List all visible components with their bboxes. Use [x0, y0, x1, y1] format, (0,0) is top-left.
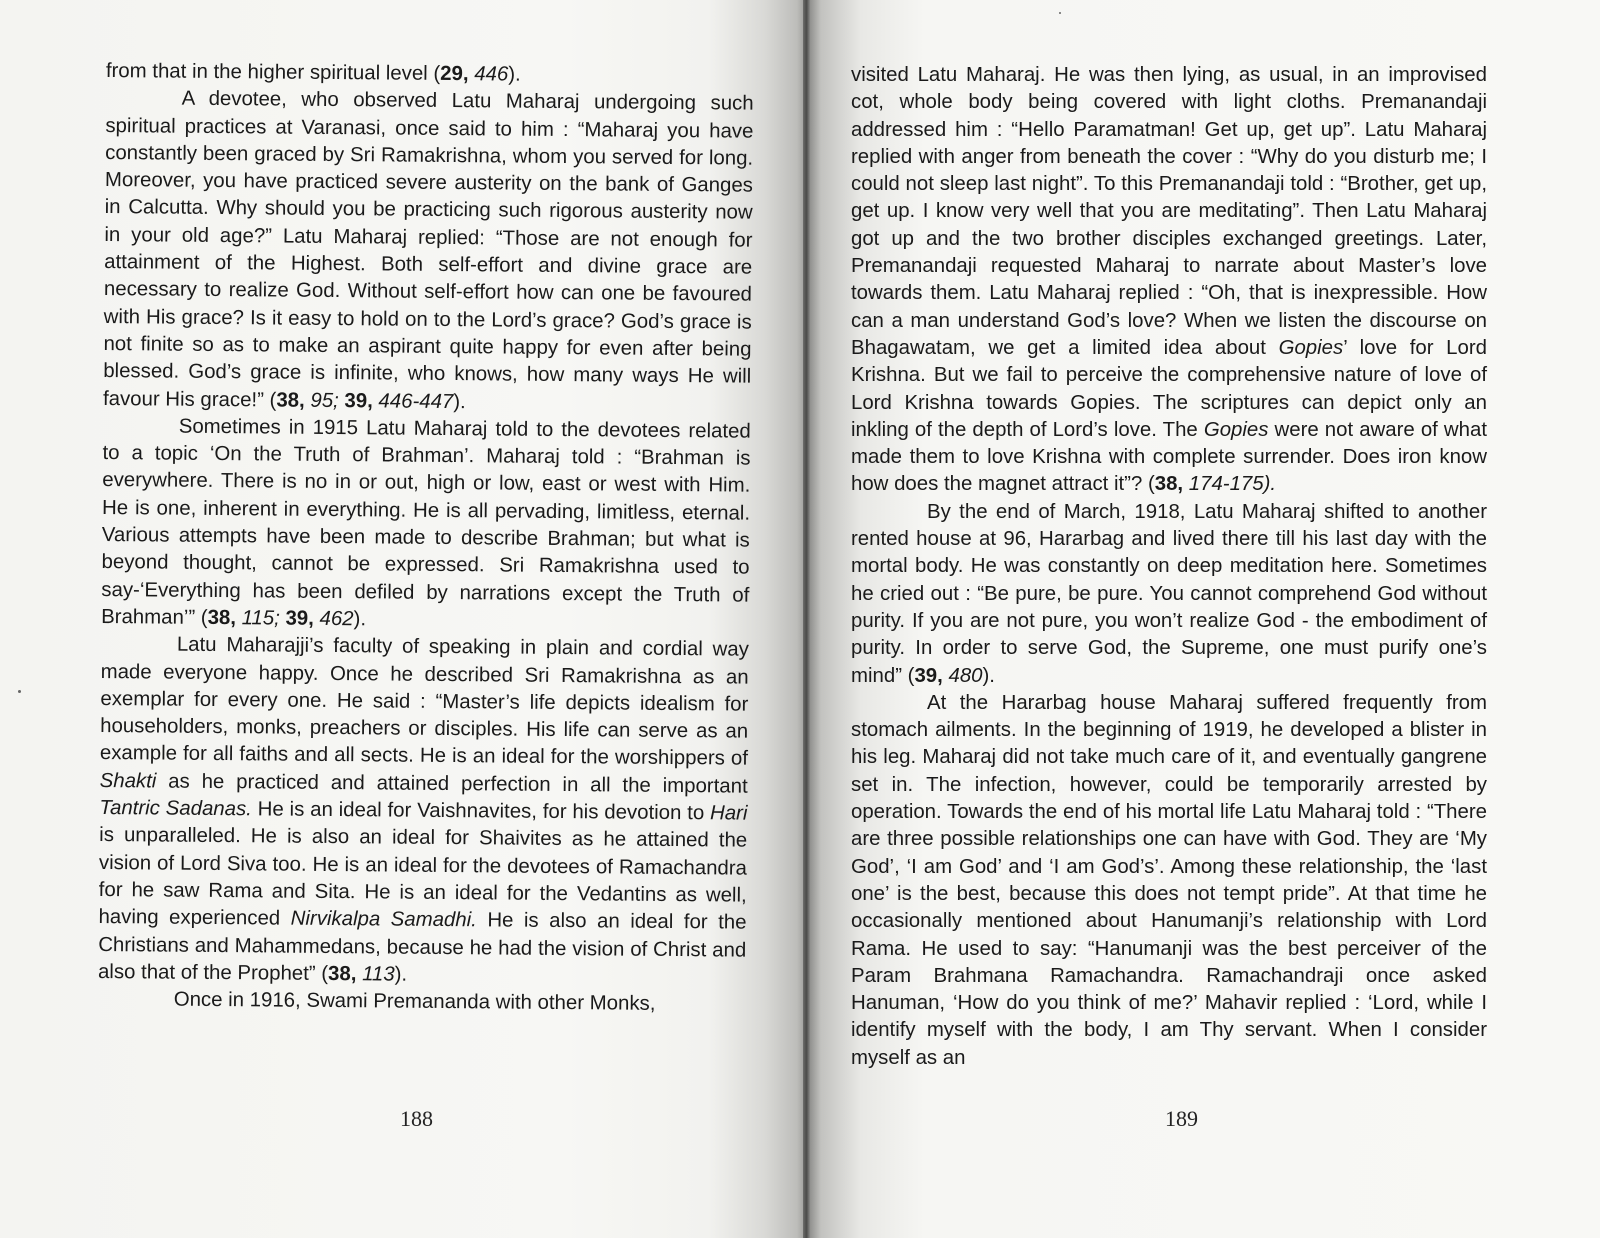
- citation-bold: 38,: [328, 962, 357, 986]
- paragraph: [851, 499, 1487, 690]
- italic-text: 115;: [241, 607, 280, 630]
- text-run: ).: [394, 963, 408, 986]
- book-gutter: [803, 0, 810, 1238]
- text-run: visited Latu Maharaj. He was then lying, as usual, in an improvised cot, whole body being covered with light cloths. Premanandaji addressed him : “Hello Paramatman! Get up, get up”. Latu Maharaj replied with anger from beneath the cover : “Why do you disturb me; I could not sleep last night”. To this Premanandaji told : “Brother, get up, get up. I know very well that you are meditating”. Then Latu Maharaj got up and the two brother disciples exchanged greetings. Later, Premanandaji requested Maharaj to narrate about Master’s love towards them. Latu Maharaj replied : “Oh, that is inexpressible. How can a man understand God’s love? When we listen the discourse on Bhagawatam, we get a limited idea about: [851, 64, 1487, 359]
- italic-text: 446-447: [378, 389, 454, 413]
- text-run: Once in 1916, Swami Premananda with other Monks,: [173, 988, 656, 1015]
- text-run: Latu Maharajji’s faculty of speaking in plain and cordial way made everyone happy. Once he described Sri Ramakrishna as an exemplar for every one. He said : “Master’s life depicts idealism for householders, monks, preachers or disciples. His life can serve as an example for all faiths and all sects. He is an ideal for the worshippers of: [99, 633, 749, 771]
- italic-text: Nirvikalpa Samadhi.: [290, 907, 477, 932]
- italic-text: 446: [474, 63, 509, 86]
- text-run: A devotee, who observed Latu Maharaj undergoing such spiritual practices at Varanasi, once said to him : “Maharaj you have constantly been graced by Sri Ramakrishna, whom you served for long. Moreover, you have practiced severe austerity on the bank of Ganges in Calcutta. Why should you be practicing such rigorous austerity now in your old age?” Latu Maharaj replied: “Those are not enough for attainment of the Highest. Both self-effort and divine grace are necessary to realize God. Without self-effort how can one be favoured with His grace? Is it easy to hold on to the Lord’s grace? God’s grace is not finite so as to make an aspirant quite happy for even after being blessed. God’s grace is infinite, who knows, how many ways He will favour His grace!” (: [102, 87, 754, 412]
- italic-text: 113: [362, 963, 395, 986]
- italic-text: Tantric Sadanas.: [99, 796, 252, 821]
- citation-bold: 39,: [285, 607, 314, 630]
- citation-bold: 29,: [440, 62, 469, 86]
- right-page-text: [851, 62, 1487, 1072]
- text-run: were not aware of what made them to love Krishna with complete surrender. Does iron know how does the magnet attract it”? (: [851, 418, 1487, 496]
- paragraph: [98, 631, 749, 992]
- text-run: ).: [508, 63, 521, 86]
- text-run: ).: [353, 608, 367, 631]
- text-run: By the end of March, 1918, Latu Maharaj shifted to another rented house at 96, Hararbag and lived there till his last day with the mortal body. He was constantly on deep meditation here. Sometimes he cried out : “Be pure, be pure. You cannot comprehend God without purity. If you are not pure, you won’t realize God - the embodiment of purity. In order to serve God, the Supreme, one must purify one’s mind” (: [851, 500, 1487, 687]
- citation-bold: 39,: [344, 389, 373, 412]
- citation-bold: 38,: [276, 389, 305, 412]
- right-page-number: 189: [1165, 1106, 1198, 1131]
- text-run: from that in the higher spiritual level (: [105, 59, 441, 85]
- italic-text: Gopies: [1203, 418, 1269, 441]
- text-run: At the Hararbag house Maharaj suffered frequently from stomach ailments. In the beginning of 1919, he developed a blister in his leg. Maharaj did not take much care of it, and eventually gangrene set in. The infection, however, could be temporarily arrested by operation. Towards the end of his mortal life Latu Maharaj told : “There are three possible relationships one can have with God. They are ‘My God’, ‘I am God’ and ‘I am God’s’. Among these relationship, the ‘last one’ is the best, because this does not tempt pride”. At that time he occasionally mentioned about Hanumanji’s relationship with Lord Rama. He used to say: “Hanumanji was the best perceiver of the Param Brahmana Ramachandra. Ramachandraji once asked Hanuman, ‘How do you think of me?’ Mahavir replied : ‘Lord, while I identify myself with the body, I am Thy servant. When I consider myself as an: [851, 691, 1487, 1069]
- italic-text: Gopies: [1278, 336, 1344, 359]
- paragraph: [98, 986, 746, 1019]
- paper-speck: [1059, 12, 1061, 14]
- italic-text: Shakti: [99, 769, 157, 793]
- left-page-number: 188: [400, 1106, 433, 1131]
- citation-bold: 38,: [207, 606, 237, 630]
- text-run: He is an ideal for Vaishnavites, for his devotion to: [251, 798, 711, 825]
- text-run: He is also an ideal for the Christians and Mahammedans, because he had the vision of Christ and also that of the Prophet” (: [97, 909, 747, 985]
- paragraph: [851, 62, 1487, 499]
- citation-bold: 38,: [1154, 473, 1184, 496]
- citation-bold: 39,: [914, 664, 943, 687]
- text-run: ’ love for Lord Krishna. But we fail to perceive the comprehensive nature of love of Lord Krishna towards Gopies. The scriptures can depict only an inkling of the depth of Lord’s love. The: [851, 336, 1487, 441]
- text-run: Sometimes in 1915 Latu Maharaj told to the devotees related to a topic ‘On the Truth of Brahman’. Maharaj told : “Brahman is everywhere. There is no in or out, high or low, east or west with Him. He is one, inherent in everything. He is all pervading, limitless, eternal. Various attempts have been made to describe Brahman; but what is beyond thought, cannot be expressed. Sri Ramakrishna used to say-‘Everything has been defiled by narrations except the Truth of Brahman’” (: [101, 415, 751, 629]
- italic-text: Hari: [709, 802, 748, 825]
- text-run: ).: [982, 664, 995, 687]
- paragraph: [851, 690, 1487, 1072]
- italic-text: 480: [948, 664, 983, 687]
- text-run: is unparalleled. He is also an ideal for Shaivites as he attained the vision of Lord Siva too. He is an ideal for the devotees of Ramachandra for he saw Rama and Sita. He is an ideal for the Vedantins as well, having experienced: [98, 824, 748, 930]
- italic-text: 462: [319, 607, 354, 631]
- paper-speck: [18, 690, 21, 693]
- left-page-text: [98, 58, 754, 1019]
- paragraph: [101, 413, 751, 637]
- right-page: [805, 0, 1600, 1238]
- paragraph: [103, 85, 754, 418]
- text-run: ).: [453, 390, 466, 413]
- italic-text: 174-175).: [1188, 473, 1277, 496]
- text-run: as he practiced and attained perfection in all the important: [156, 770, 748, 798]
- italic-text: 95;: [310, 389, 339, 412]
